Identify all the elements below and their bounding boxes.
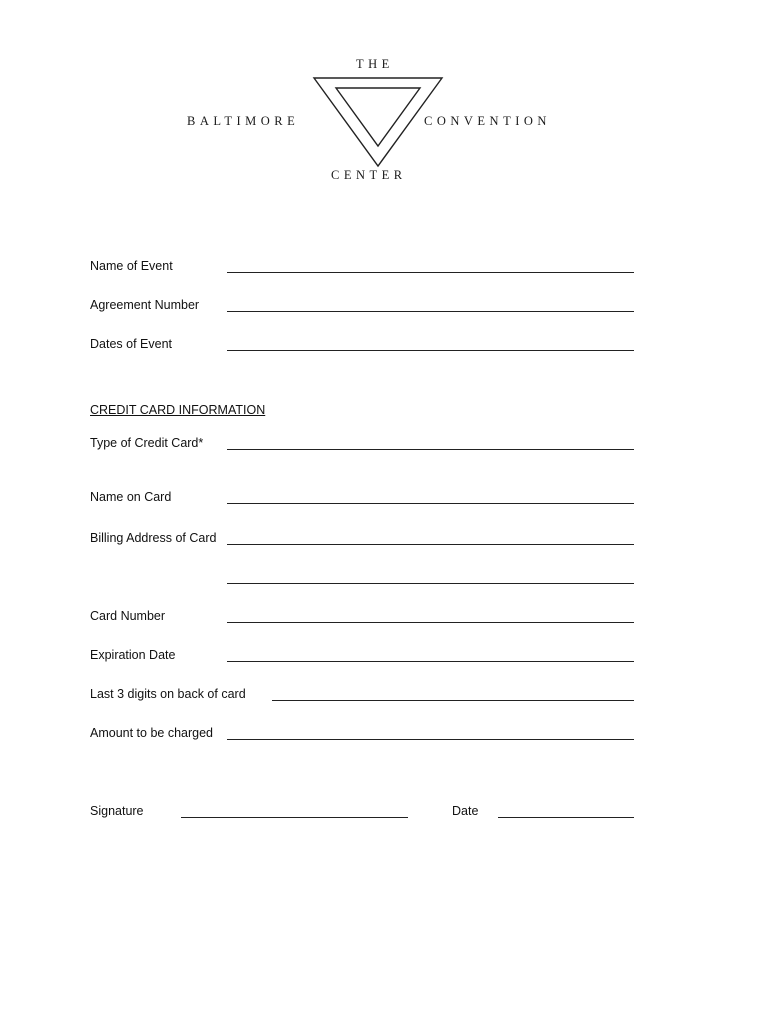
last-3-digits-field[interactable] bbox=[272, 700, 634, 701]
expiration-date-label: Expiration Date bbox=[90, 648, 176, 662]
agreement-number-field[interactable] bbox=[227, 311, 634, 312]
logo-text-the: THE bbox=[356, 57, 394, 71]
date-label: Date bbox=[452, 804, 479, 818]
logo-text-baltimore: BALTIMORE bbox=[187, 114, 300, 128]
card-number-field[interactable] bbox=[227, 622, 634, 623]
agreement-number-label: Agreement Number bbox=[90, 298, 200, 312]
signature-field[interactable] bbox=[181, 817, 408, 818]
name-of-event-field[interactable] bbox=[227, 272, 634, 273]
amount-charged-field[interactable] bbox=[227, 739, 634, 740]
name-of-event-label: Name of Event bbox=[90, 259, 173, 273]
billing-address-field-line-1[interactable] bbox=[227, 544, 634, 545]
dates-of-event-label: Dates of Event bbox=[90, 337, 172, 351]
dates-of-event-field[interactable] bbox=[227, 350, 634, 351]
name-on-card-label: Name on Card bbox=[90, 490, 172, 504]
logo-text-center: CENTER bbox=[331, 168, 407, 182]
baltimore-convention-center-logo bbox=[0, 0, 770, 200]
last-3-digits-label: Last 3 digits on back of card bbox=[90, 687, 246, 701]
logo-text-convention: CONVENTION bbox=[424, 114, 551, 128]
type-of-credit-card-field[interactable] bbox=[227, 449, 634, 450]
expiration-date-field[interactable] bbox=[227, 661, 634, 662]
type-of-credit-card-label: Type of Credit Card* bbox=[90, 436, 204, 450]
credit-card-heading: CREDIT CARD INFORMATION bbox=[90, 403, 266, 417]
date-field[interactable] bbox=[498, 817, 634, 818]
card-number-label: Card Number bbox=[90, 609, 166, 623]
billing-address-field-line-2[interactable] bbox=[227, 583, 634, 584]
billing-address-label: Billing Address of Card bbox=[90, 531, 217, 545]
signature-label: Signature bbox=[90, 804, 144, 818]
amount-charged-label: Amount to be charged bbox=[90, 726, 213, 740]
name-on-card-field[interactable] bbox=[227, 503, 634, 504]
